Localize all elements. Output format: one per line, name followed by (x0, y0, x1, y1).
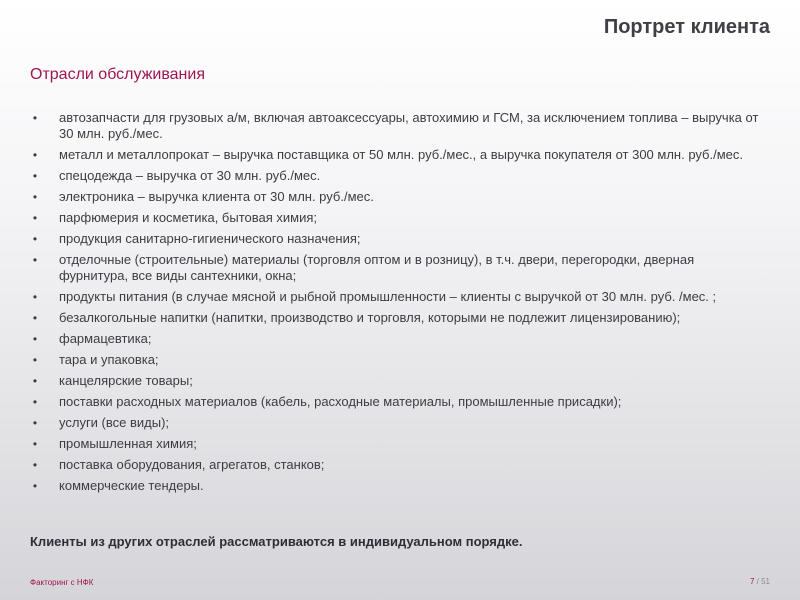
list-item-text: парфюмерия и косметика, бытовая химия; (59, 210, 318, 225)
bullet-icon: • (32, 353, 38, 367)
bullet-icon: • (32, 458, 38, 472)
list-item (30, 436, 765, 452)
bullet-icon: • (32, 253, 38, 267)
closing-note: Клиенты из других отраслей рассматриваются в индивидуальном порядке. (30, 534, 523, 549)
list-item-text: отделочные (строительные) материалы (торговля оптом и в розницу), в т.ч. двери, перегородки, дверная фурнитура, все виды сантехники, окна; (59, 252, 695, 283)
bullet-icon: • (32, 148, 38, 162)
list-item (30, 210, 765, 226)
bullet-icon: • (32, 169, 38, 183)
footer-brand: Факторинг с НФК (30, 578, 94, 587)
list-item-text: тара и упаковка; (59, 352, 159, 367)
list-item (30, 189, 765, 205)
list-item-text: продукты питания (в случае мясной и рыбной промышленности – клиенты с выручкой от 30 млн. руб. /мес. ; (59, 289, 717, 304)
section-heading: Отрасли обслуживания (30, 66, 205, 83)
list-item (30, 478, 765, 494)
list-item (30, 457, 765, 473)
slide-title: Портрет клиента (603, 16, 770, 38)
bullet-icon: • (32, 232, 38, 246)
list-item (30, 168, 765, 184)
list-item (30, 352, 765, 368)
list-item-text: коммерческие тендеры. (59, 478, 204, 493)
list-item-text: продукция санитарно-гигиенического назначения; (59, 231, 361, 246)
industry-list (30, 110, 765, 499)
list-item (30, 394, 765, 410)
list-item (30, 331, 765, 347)
list-item-text: спецодежда – выручка от 30 млн. руб./мес. (59, 168, 321, 183)
list-item-text: услуги (все виды); (59, 415, 170, 430)
bullet-icon: • (32, 290, 38, 304)
bullet-icon: • (32, 332, 38, 346)
bullet-icon: • (32, 311, 38, 325)
list-item (30, 147, 765, 163)
bullet-icon: • (32, 437, 38, 451)
list-item-text: фармацевтика; (59, 331, 152, 346)
bullet-icon: • (32, 416, 38, 430)
bullet-icon: • (32, 395, 38, 409)
bullet-icon: • (32, 190, 38, 204)
list-item (30, 231, 765, 247)
list-item (30, 110, 765, 142)
bullet-icon: • (32, 479, 38, 493)
list-item-text: промышленная химия; (59, 436, 197, 451)
list-item (30, 310, 765, 326)
list-item (30, 252, 765, 284)
list-item-text: безалкогольные напитки (напитки, производство и торговля, которыми не подлежит лицензированию); (59, 310, 681, 325)
list-item-text: автозапчасти для грузовых а/м, включая автоаксессуары, автохимию и ГСМ, за исключением топлива – выручка от 30 млн. руб./мес. (59, 110, 759, 141)
page-total: 51 (761, 577, 770, 586)
bullet-icon: • (32, 374, 38, 388)
list-item (30, 289, 765, 305)
list-item-text: канцелярские товары; (59, 373, 193, 388)
page-separator: / (756, 577, 759, 586)
page-current: 7 (749, 577, 755, 586)
bullet-icon: • (32, 211, 38, 225)
list-item (30, 373, 765, 389)
page-number (750, 577, 770, 586)
bullet-icon: • (32, 111, 38, 125)
list-item-text: поставки расходных материалов (кабель, расходные материалы, промышленные присадки); (59, 394, 622, 409)
list-item (30, 415, 765, 431)
list-item-text: поставка оборудования, агрегатов, станков; (59, 457, 325, 472)
list-item-text: электроника – выручка клиента от 30 млн. руб./мес. (59, 189, 374, 204)
list-item-text: металл и металлопрокат – выручка поставщика от 50 млн. руб./мес., а выручка покупателя от 300 млн. руб./мес. (59, 147, 744, 162)
